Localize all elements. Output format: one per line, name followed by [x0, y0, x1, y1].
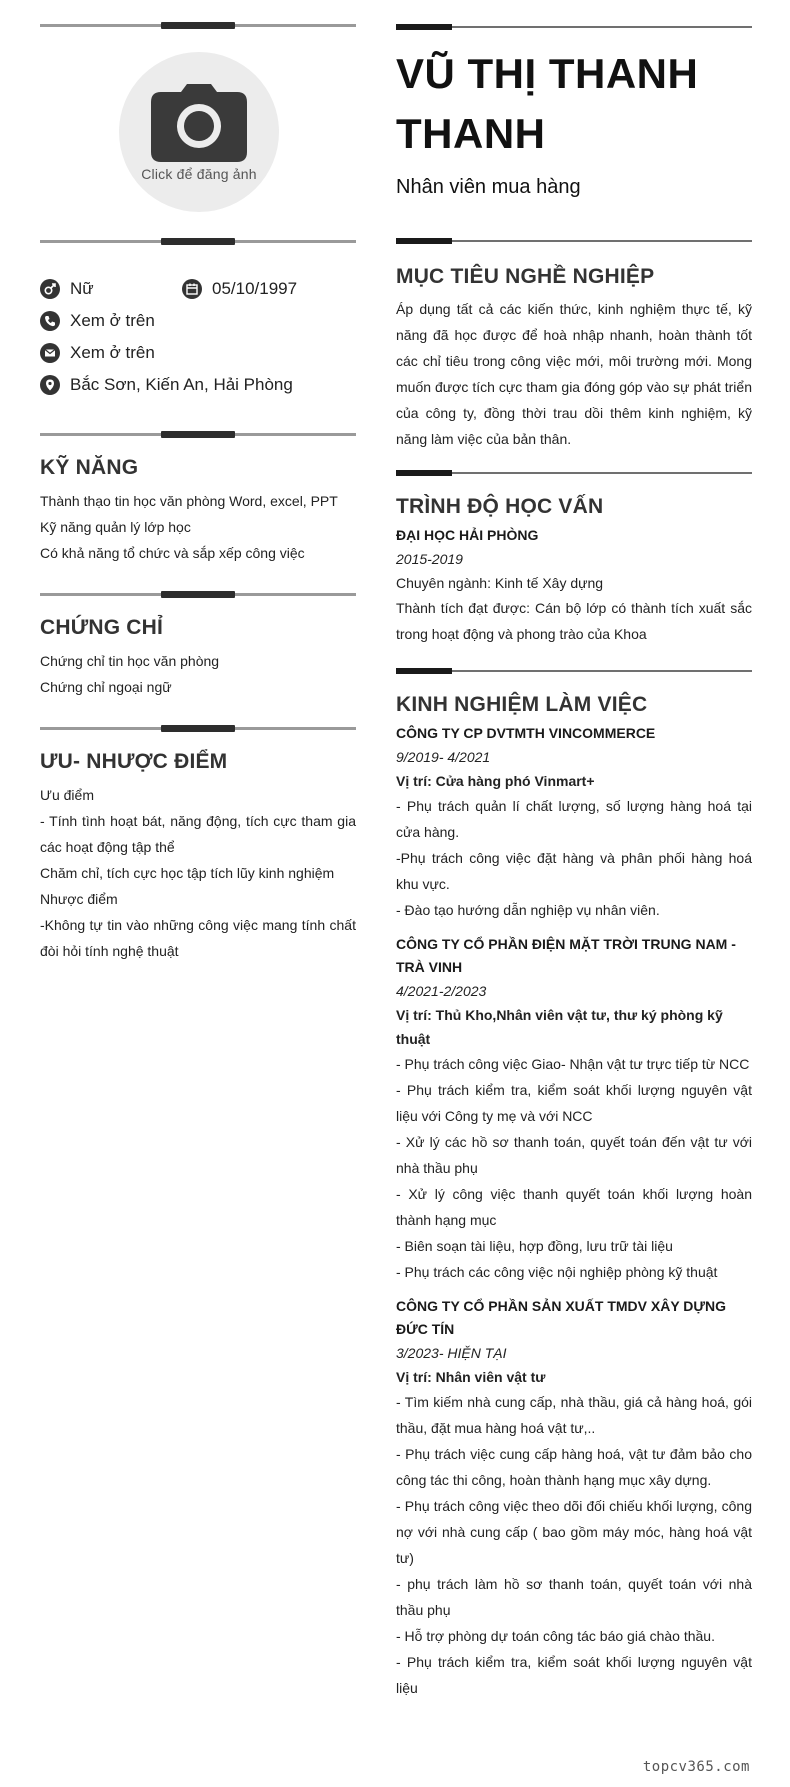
job-title: Nhân viên mua hàng	[396, 176, 581, 198]
skills-list	[40, 488, 356, 566]
section-divider	[396, 240, 752, 242]
avatar-caption: Click để đăng ảnh	[141, 166, 257, 182]
email-row	[40, 343, 155, 363]
education-block	[396, 524, 752, 647]
avatar-upload[interactable]	[119, 52, 279, 212]
objective-title: MỤC TIÊU NGHỀ NGHIỆP	[396, 265, 655, 288]
job-duty: - Xử lý công việc thanh quyết toán khối lượng hoàn thành hạng mục	[396, 1186, 752, 1228]
section-divider	[396, 670, 752, 672]
job-duty: - Phụ trách công việc theo dõi đối chiếu khối lượng, công nợ với nhà cung cấp ( bao gồm máy móc, hàng hoá vật tư)	[396, 1498, 752, 1566]
location-pin-icon	[40, 375, 60, 395]
job-position: Vị trí: Thủ Kho,Nhân viên vật tư, thư ký phòng kỹ thuật	[396, 1007, 723, 1047]
pros-cons-line: Nhược điểm	[40, 891, 118, 907]
phone-row	[40, 311, 155, 331]
experience-list	[396, 722, 752, 1701]
gender-value: Nữ	[70, 279, 94, 298]
certificate-item: Chứng chỉ tin học văn phòng	[40, 653, 220, 669]
pros-cons-line: - Tính tình hoạt bát, năng động, tích cực tham gia các hoạt động tập thể	[40, 813, 356, 855]
pros-cons-line: Ưu điểm	[40, 787, 94, 803]
pros-cons-title: ƯU- NHƯỢC ĐIỂM	[40, 750, 228, 773]
job-duty: - Phụ trách việc cung cấp hàng hoá, vật tư đảm bảo cho công tác thi công, hoàn thành hạng mục xây dựng.	[396, 1446, 752, 1488]
job-duty: - Đào tạo hướng dẫn nghiệp vụ nhân viên.	[396, 902, 660, 918]
gender-row	[40, 279, 94, 299]
experience-title: KINH NGHIỆM LÀM VIỆC	[396, 693, 648, 716]
skill-item: Có khả năng tổ chức và sắp xếp công việc	[40, 545, 305, 561]
objective-text: Áp dụng tất cả các kiến thức, kinh nghiệm thực tế, kỹ năng đã học được để hoà nhập nhanh, hoàn thành tốt các chỉ tiêu trong công việc mới, môi trường mới. Mong muốn được tích cực tham gia đóng góp vào sự phát triển của công ty, đồng thời trau dồi thêm kinh nghiệm, kỹ năng làm việc của bản thân.	[396, 301, 752, 447]
job-duty: - Hỗ trợ phòng dự toán công tác báo giá chào thầu.	[396, 1628, 715, 1644]
phone-icon	[40, 311, 60, 331]
education-achievement: Thành tích đạt được: Cán bộ lớp có thành tích xuất sắc trong hoạt động và phong trào của Khoa	[396, 600, 752, 642]
certificate-item: Chứng chỉ ngoại ngữ	[40, 679, 172, 695]
skill-item: Kỹ năng quản lý lớp học	[40, 519, 191, 535]
section-divider	[40, 727, 356, 730]
pros-cons-line: -Không tự tin vào những công việc mang tính chất đòi hỏi tính nghệ thuật	[40, 917, 356, 959]
site-watermark[interactable]: topcv365.com	[642, 1759, 750, 1775]
job-duty: - Phụ trách quản lí chất lượng, số lượng hàng hoá tại cửa hàng.	[396, 798, 752, 840]
job-period: 9/2019- 4/2021	[396, 749, 491, 765]
address-value: Bắc Sơn, Kiến An, Hải Phòng	[70, 375, 293, 394]
email-icon	[40, 343, 60, 363]
section-divider	[396, 26, 752, 28]
calendar-icon	[182, 279, 202, 299]
job-entry	[396, 722, 752, 923]
job-duty: - phụ trách làm hồ sơ thanh toán, quyết toán với nhà thầu phụ	[396, 1576, 752, 1618]
certificates-list	[40, 648, 356, 700]
job-position: Vị trí: Cửa hàng phó Vinmart+	[396, 773, 595, 789]
birthdate-row	[182, 279, 297, 299]
job-duty: - Phụ trách kiểm tra, kiểm soát khối lượng nguyên vật liệu với Công ty mẹ và với NCC	[396, 1082, 752, 1124]
education-major: Chuyên ngành: Kinh tế Xây dựng	[396, 575, 604, 591]
section-divider	[40, 240, 356, 243]
section-divider	[396, 472, 752, 474]
education-title: TRÌNH ĐỘ HỌC VẤN	[396, 495, 604, 518]
job-period: 4/2021-2/2023	[396, 983, 487, 999]
job-duty: - Xử lý các hồ sơ thanh toán, quyết toán đến vật tư với nhà thầu phụ	[396, 1134, 752, 1176]
pros-cons-line: Chăm chỉ, tích cực học tập tích lũy kinh nghiệm	[40, 865, 335, 881]
phone-value: Xem ở trên	[70, 311, 155, 330]
pros-cons-list	[40, 782, 356, 964]
job-company: CÔNG TY CỔ PHẦN SẢN XUẤT TMDV XÂY DỰNG ĐỨC TÍN	[396, 1298, 727, 1337]
education-period: 2015-2019	[396, 551, 463, 567]
job-duty: - Phụ trách công việc Giao- Nhận vật tư trực tiếp từ NCC	[396, 1056, 750, 1072]
birthdate-value: 05/10/1997	[212, 279, 298, 298]
section-divider	[40, 593, 356, 596]
section-divider	[40, 433, 356, 436]
gender-icon	[40, 279, 60, 299]
certificates-title: CHỨNG CHỈ	[40, 616, 164, 639]
job-entry	[396, 1295, 752, 1701]
job-duty: - Phụ trách kiểm tra, kiểm soát khối lượng nguyên vật liệu	[396, 1654, 752, 1696]
email-value: Xem ở trên	[70, 343, 155, 362]
job-duty: -Phụ trách công việc đặt hàng và phân phối hàng hoá khu vực.	[396, 850, 752, 892]
job-duty: - Biên soạn tài liệu, hợp đồng, lưu trữ tài liệu	[396, 1238, 673, 1254]
address-row	[40, 375, 293, 395]
camera-icon	[151, 82, 247, 162]
candidate-name: VŨ THỊ THANH THANH	[396, 50, 699, 157]
job-company: CÔNG TY CP DVTMTH VINCOMMERCE	[396, 725, 656, 741]
job-period: 3/2023- HIỆN TẠI	[396, 1345, 507, 1361]
job-duty: - Tìm kiếm nhà cung cấp, nhà thầu, giá cả hàng hoá, gói thầu, đặt mua hàng hoá vật tư,..	[396, 1394, 752, 1436]
school-name: ĐẠI HỌC HẢI PHÒNG	[396, 527, 539, 543]
job-entry	[396, 933, 752, 1285]
job-company: CÔNG TY CỔ PHẦN ĐIỆN MẶT TRỜI TRUNG NAM -TRÀ VINH	[396, 936, 736, 975]
section-divider	[40, 24, 356, 27]
skill-item: Thành thạo tin học văn phòng Word, excel, PPT	[40, 493, 338, 509]
job-duty: - Phụ trách các công việc nội nghiệp phòng kỹ thuật	[396, 1264, 718, 1280]
job-position: Vị trí: Nhân viên vật tư	[396, 1369, 546, 1385]
skills-title: KỸ NĂNG	[40, 456, 139, 479]
